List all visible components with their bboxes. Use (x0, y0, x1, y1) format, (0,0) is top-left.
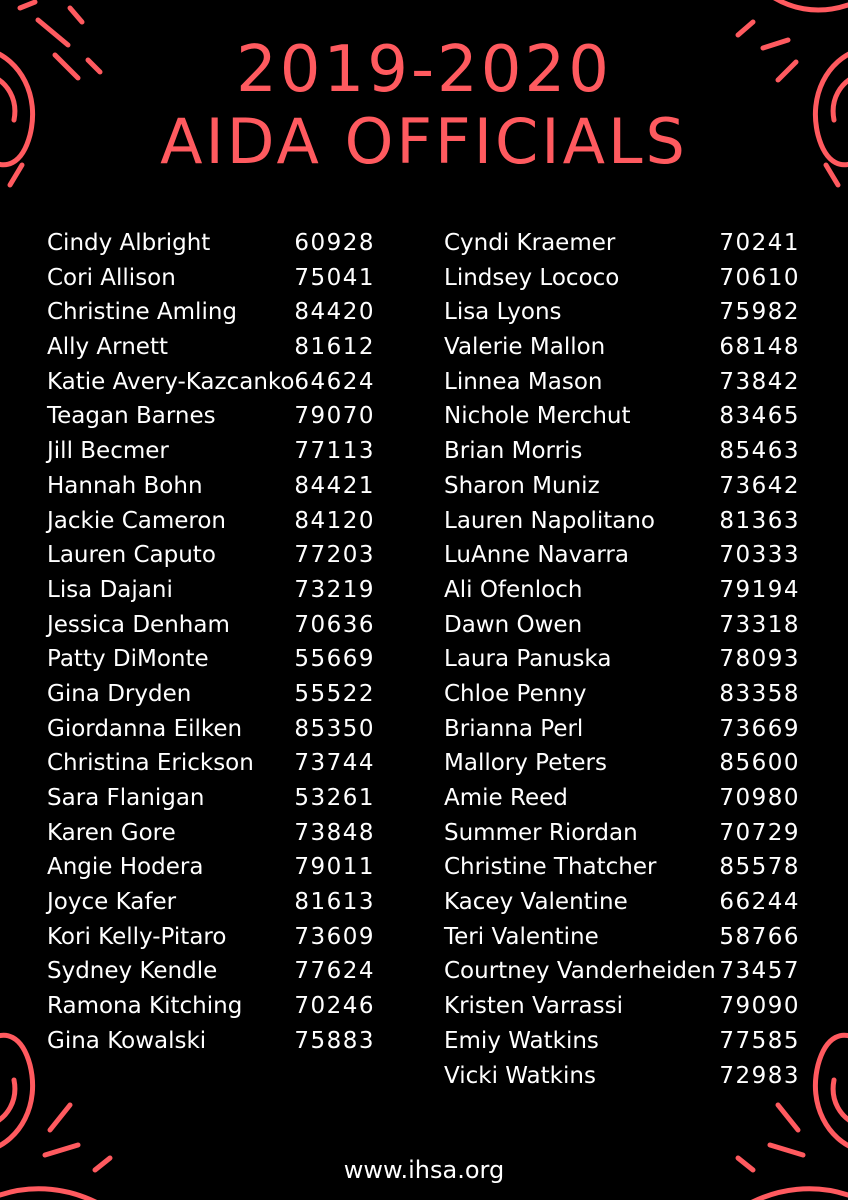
official-number: 77113 (294, 438, 375, 465)
list-item (444, 295, 800, 330)
official-number: 66244 (719, 889, 800, 916)
list-item (47, 989, 377, 1024)
official-number: 55522 (294, 680, 375, 707)
official-name: Christina Erickson (47, 750, 254, 777)
official-name: Kacey Valentine (444, 889, 628, 916)
list-item (444, 330, 800, 365)
official-name: Nichole Merchut (444, 403, 631, 430)
official-name: Sara Flanigan (47, 785, 205, 811)
official-number: 81613 (294, 889, 375, 916)
official-name: Brian Morris (444, 438, 583, 465)
official-number: 73744 (294, 750, 375, 777)
official-number: 68148 (719, 334, 800, 361)
official-number: 78093 (719, 646, 800, 673)
list-item (444, 538, 800, 573)
list-item (444, 608, 800, 643)
title-year: 2019-2020 (236, 33, 612, 107)
official-name: Giordanna Eilken (47, 715, 243, 742)
list-item (444, 677, 800, 712)
official-name: Sharon Muniz (444, 472, 600, 499)
official-number: 84421 (294, 472, 375, 499)
list-item (444, 712, 800, 747)
list-item (47, 538, 377, 573)
list-item (444, 504, 800, 539)
official-name: Ramona Kitching (47, 993, 243, 1020)
list-item (444, 261, 800, 296)
list-item (47, 1024, 377, 1059)
list-item (444, 469, 800, 504)
official-name: Cyndi Kraemer (444, 230, 616, 256)
official-name: Jessica Denham (47, 611, 230, 638)
officials-list-right (444, 226, 800, 1093)
official-number: 70246 (294, 993, 375, 1020)
list-item (444, 642, 800, 677)
official-number: 75982 (719, 299, 800, 326)
official-name: Dawn Owen (444, 611, 583, 638)
official-name: Cindy Albright (47, 230, 211, 256)
official-name: Laura Panuska (444, 646, 612, 673)
official-name: Lauren Caputo (47, 542, 216, 569)
official-name: Lauren Napolitano (444, 507, 655, 534)
official-number: 73219 (294, 576, 375, 603)
list-item (444, 434, 800, 469)
official-number: 70333 (719, 542, 800, 569)
list-item (47, 677, 377, 712)
official-number: 55669 (294, 646, 375, 673)
official-number: 84120 (294, 507, 375, 534)
list-item (47, 261, 377, 296)
list-item (444, 781, 800, 816)
officials-list-left (47, 226, 377, 1059)
official-number: 83358 (719, 680, 800, 707)
list-item (444, 573, 800, 608)
official-name: Sydney Kendle (47, 958, 218, 985)
official-number: 79090 (719, 993, 800, 1020)
official-number: 83465 (719, 403, 800, 430)
official-number: 70610 (719, 264, 800, 291)
list-item (444, 365, 800, 400)
official-number: 79070 (294, 403, 375, 430)
list-item (444, 989, 800, 1024)
official-name: Jill Becmer (47, 438, 169, 465)
official-name: Cori Allison (47, 264, 176, 291)
official-name: Christine Amling (47, 299, 238, 326)
official-name: Vicki Watkins (444, 1062, 596, 1089)
official-name: Jackie Cameron (47, 507, 227, 534)
official-number: 85350 (294, 715, 375, 742)
official-number: 79011 (294, 854, 375, 881)
official-name: Lisa Dajani (47, 576, 173, 603)
list-item (444, 850, 800, 885)
official-number: 77624 (294, 958, 375, 985)
list-item (47, 608, 377, 643)
official-name: Chloe Penny (444, 680, 587, 707)
official-name: LuAnne Navarra (444, 542, 629, 569)
official-name: Mallory Peters (444, 750, 607, 777)
official-name: Courtney Vanderheiden (444, 958, 716, 985)
list-item (47, 816, 377, 851)
official-number: 58766 (719, 923, 800, 950)
official-name: Christine Thatcher (444, 854, 657, 881)
official-name: Angie Hodera (47, 854, 204, 881)
list-item (444, 920, 800, 955)
official-name: Ally Arnett (47, 334, 168, 361)
official-number: 73457 (719, 958, 800, 985)
list-item (47, 954, 377, 989)
list-item (47, 226, 377, 261)
official-number: 85600 (719, 750, 800, 777)
official-name: Karen Gore (47, 819, 176, 846)
official-name: Emiy Watkins (444, 1027, 599, 1054)
official-name: Katie Avery-Kazcanko (47, 368, 295, 395)
official-number: 73669 (719, 715, 800, 742)
official-name: Kori Kelly-Pitaro (47, 923, 227, 950)
list-item (47, 781, 377, 816)
official-number: 64624 (294, 368, 375, 395)
official-name: Amie Reed (444, 785, 568, 811)
official-number: 70729 (719, 819, 800, 846)
official-name: Teri Valentine (444, 923, 599, 950)
official-number: 73609 (294, 923, 375, 950)
list-item (47, 330, 377, 365)
official-name: Teagan Barnes (47, 403, 216, 430)
list-item (444, 1024, 800, 1059)
list-item (47, 399, 377, 434)
list-item (444, 1059, 800, 1094)
official-name: Linnea Mason (444, 368, 603, 395)
official-number: 72983 (719, 1062, 800, 1089)
official-number: 73318 (719, 611, 800, 638)
list-item (444, 816, 800, 851)
list-item (47, 573, 377, 608)
official-number: 75041 (294, 264, 375, 291)
official-number: 81363 (719, 507, 800, 534)
official-number: 70636 (294, 611, 375, 638)
official-number: 60928 (294, 230, 375, 256)
list-item (47, 850, 377, 885)
list-item (47, 469, 377, 504)
list-item (47, 712, 377, 747)
list-item (47, 885, 377, 920)
official-number: 73842 (719, 368, 800, 395)
official-number: 85578 (719, 854, 800, 881)
list-item (444, 399, 800, 434)
official-number: 84420 (294, 299, 375, 326)
list-item (47, 434, 377, 469)
official-number: 53261 (294, 785, 375, 811)
official-number: 77585 (719, 1027, 800, 1054)
official-number: 70980 (719, 785, 800, 811)
title-heading: AIDA OFFICIALS (160, 105, 688, 178)
official-name: Patty DiMonte (47, 646, 209, 673)
list-item (47, 746, 377, 781)
list-item (444, 746, 800, 781)
list-item (444, 885, 800, 920)
list-item (47, 504, 377, 539)
official-number: 73642 (719, 472, 800, 499)
list-item (47, 295, 377, 330)
list-item (444, 954, 800, 989)
official-name: Ali Ofenloch (444, 576, 583, 603)
list-item (444, 226, 800, 261)
official-name: Kristen Varrassi (444, 993, 623, 1020)
official-name: Gina Dryden (47, 680, 192, 707)
official-number: 79194 (719, 576, 800, 603)
list-item (47, 365, 377, 400)
official-number: 73848 (294, 819, 375, 846)
footer-url[interactable]: www.ihsa.org (343, 1156, 505, 1184)
official-name: Lisa Lyons (444, 299, 562, 326)
official-number: 85463 (719, 438, 800, 465)
official-number: 75883 (294, 1027, 375, 1054)
official-number: 81612 (294, 334, 375, 361)
official-name: Hannah Bohn (47, 472, 203, 499)
official-name: Valerie Mallon (444, 334, 606, 361)
official-number: 77203 (294, 542, 375, 569)
list-item (47, 920, 377, 955)
official-name: Summer Riordan (444, 819, 638, 846)
official-name: Gina Kowalski (47, 1027, 207, 1054)
official-name: Joyce Kafer (47, 889, 177, 916)
official-name: Brianna Perl (444, 715, 584, 742)
list-item (47, 642, 377, 677)
official-number: 70241 (719, 230, 800, 256)
official-name: Lindsey Lococo (444, 264, 620, 291)
